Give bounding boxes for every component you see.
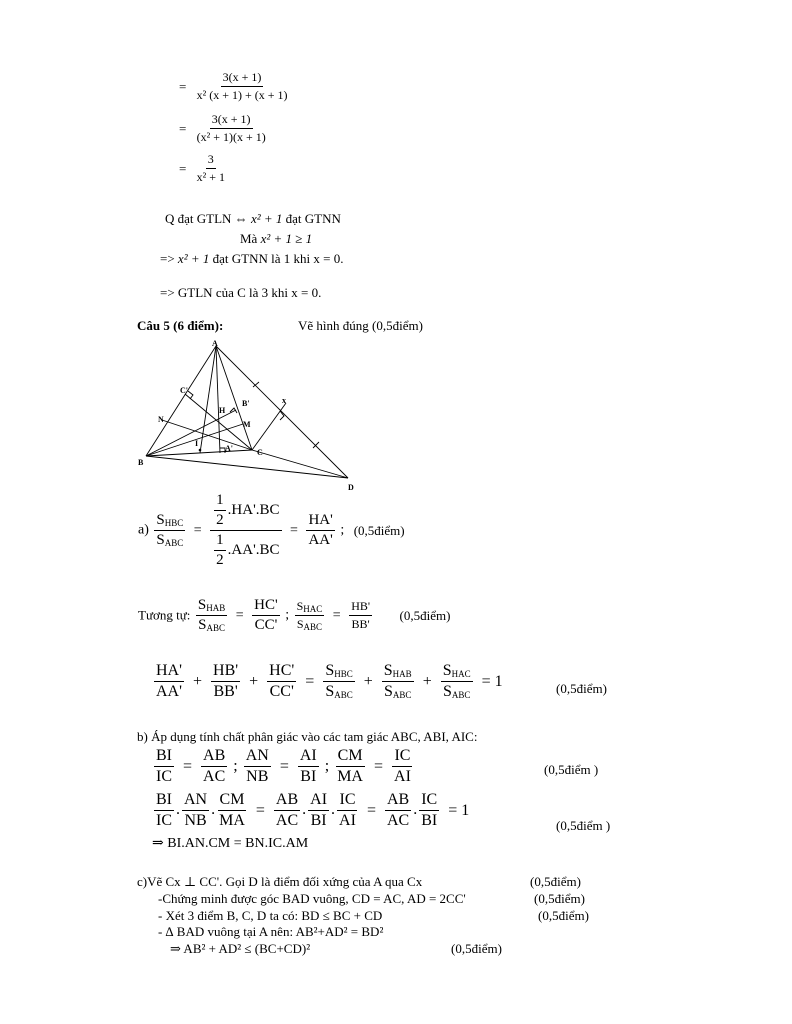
part-c-line-1: c)Vẽ Cx ⊥ CC'. Gọi D là điểm đối xứng của A qua Cx <box>137 874 423 889</box>
part-c-points-5: (0,5điểm) <box>451 941 502 956</box>
label-A-prime: A' <box>225 444 233 453</box>
part-c-points-3: (0,5điểm) <box>538 908 589 923</box>
cau5-note: Vẽ hình đúng (0,5điểm) <box>298 318 423 333</box>
bisector-product: $\frac{BI}{IC}$ . $\frac{AN}{NB}$ . $\frac{CM}{MA}$ = $\frac{AB}{AC}$ . $\frac{AI}{BI}$ . $\frac{IC}{AI}$ = $\frac{AB}{AC}$ . $\frac{IC}{BI}$ = 1 <box>156 791 470 829</box>
part-b-points-2: (0,5điểm ) <box>556 818 611 833</box>
similar-line: Tương tự: $\frac{S_{HAB}}{S_{ABC}}$ = $\frac{HC'}{CC'}$ ; $\frac{S_{HAC}}{S_{ABC}}$ = $\frac{HB'}{BB'}$ (0,5điểm) <box>138 597 451 633</box>
label-N: N <box>158 415 164 424</box>
part-b-conclusion: ⇒ BI.AN.CM = BN.IC.AM <box>152 836 309 851</box>
part-c-points-2: (0,5điểm) <box>534 891 585 906</box>
label-B: B <box>138 458 144 467</box>
part-c-line-2: -Chứng minh được góc BAD vuông, CD = AC, AD = 2CC' <box>158 891 466 906</box>
label-C-prime: C' <box>180 386 188 395</box>
part-c-points-1: (0,5điểm) <box>530 874 581 889</box>
cau5-title: Câu 5 (6 điểm): <box>137 318 224 333</box>
label-D: D <box>348 483 354 492</box>
label-I: I <box>195 439 199 448</box>
label-A: A <box>212 339 218 348</box>
step-2: = $\frac{3(x + 1)}{\text{(x² + 1)(x + 1)}}$ <box>179 112 266 144</box>
part-b-intro: b) Áp dụng tính chất phân giác vào các tam giác ABC, ABI, AIC: <box>137 729 478 744</box>
part-c-line-3: - Xét 3 điểm B, C, D ta có: BD ≤ BC + CD <box>158 908 383 923</box>
part-c-line-5: ⇒ AB² + AD² ≤ (BC+CD)² <box>170 941 311 956</box>
step-1-fraction: $\frac{3(x + 1)}{\text{x² (x + 1) + (x + 1)}}$ <box>196 70 288 102</box>
label-x: x <box>282 396 286 405</box>
label-H: H <box>219 406 226 415</box>
part-c-line-4: - ∆ BAD vuông tại A nên: AB²+AD² = BD² <box>158 924 384 939</box>
ratio-half-products: $\frac{1}{2}$ .HA'.BC $\frac{1}{2}$ .AA'.BC <box>210 492 281 569</box>
label-M: M <box>243 420 251 429</box>
label-C: C <box>257 448 263 457</box>
line-gtln: Q đạt GTLN ⇔ x² + 1 đạt GTNN <box>165 211 341 226</box>
step-2-fraction: $\frac{3(x + 1)}{\text{(x² + 1)(x + 1)}}$ <box>196 112 266 144</box>
step-1: = $\frac{3(x + 1)}{\text{x² (x + 1) + (x + 1)}}$ <box>179 70 288 102</box>
line-gtln-c: => GTLN của C là 3 khi x = 0. <box>160 285 322 300</box>
triangle-figure <box>138 338 368 498</box>
bisector-ratios: $\frac{BI}{IC}$ = $\frac{AB}{AC}$ ; $\frac{AN}{NB}$ = $\frac{AI}{BI}$ ; $\frac{CM}{MA}$ = $\frac{IC}{AI}$ <box>156 747 411 785</box>
part-a: a) $\frac{S_{HBC}}{S_{ABC}}$ = $\frac{1}{2}$ .HA'.BC $\frac{1}{2}$ .AA'.BC = $\frac{HA'}{AA'}$ ; (0,5điểm) <box>138 492 405 568</box>
line-ma: Mà x² + 1 ≥ 1 <box>240 231 313 246</box>
ratio-ha-aa: $\frac{HA'}{AA'}$ <box>308 512 333 548</box>
part-b-points-1: (0,5điểm ) <box>544 762 599 777</box>
label-B-prime: B' <box>242 399 250 408</box>
step-3: = $\frac{3}{\text{x² + 1}}$ <box>179 152 225 184</box>
ratio-s-hbc-s-abc: $\frac{S_{HBC}}{S_{ABC}}$ <box>156 512 184 548</box>
step-3-fraction: $\frac{3}{\text{x² + 1}}$ <box>196 152 225 184</box>
line-gtnn: => x² + 1 đạt GTNN là 1 khi x = 0. <box>160 251 344 266</box>
sum-line: $\frac{HA'}{AA'}$ + $\frac{HB'}{BB'}$ + $\frac{HC'}{CC'}$ = $\frac{S_{HBC}}{S_{ABC}}$ + $\frac{S_{HAB}}{S_{ABC}}$ + $\frac{S_{HAC}}{S_{ABC}}$ = 1 <box>156 662 503 700</box>
sum-points: (0,5điểm) <box>556 681 607 696</box>
